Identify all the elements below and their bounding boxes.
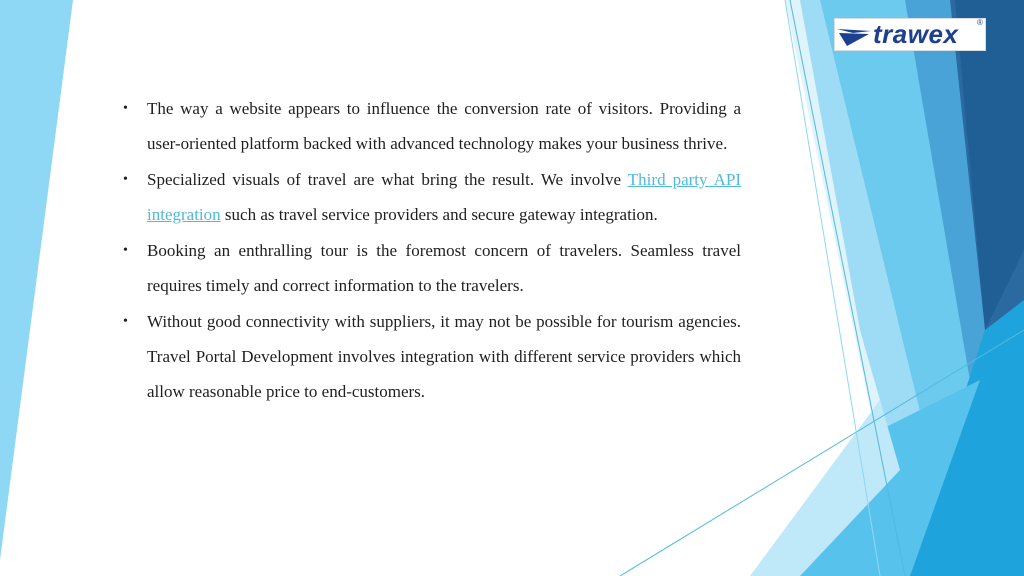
bullet-dot: • [123,172,128,187]
bullet-item-3 [120,233,741,303]
bullet-text-3: Booking an enthralling tour is the foremost concern of travelers. Seamless travel requires timely and correct information to the travelers. [147,241,741,295]
bullet-item-2 [120,162,741,232]
trawex-logo [834,18,986,51]
bullet-list [120,91,741,410]
logo-text: trawex [873,19,959,49]
bullet-text-2-after: such as travel service providers and secure gateway integration. [220,205,658,224]
arrow-wing-icon [835,19,875,50]
bullet-dot: • [123,314,128,329]
registered-mark: ® [977,18,983,27]
left-accent-shape [0,0,73,560]
bullet-dot: • [123,101,128,116]
bullet-text-1: The way a website appears to influence the conversion rate of visitors. Providing a user-oriented platform backed with advanced technology makes your business thrive. [147,99,741,153]
third-party-api-link[interactable]: Third party API integration [147,170,742,224]
bullet-item-4 [120,304,741,409]
bullet-text-2-before: Specialized visuals of travel are what bring the result. We involve [147,170,628,189]
bullet-dot: • [123,243,128,258]
bullet-item-1 [120,91,741,161]
bullet-text-4: Without good connectivity with suppliers, it may not be possible for tourism agencies. Travel Portal Development involves integration with different service providers which allow reasonable price to end-customers. [147,312,741,401]
